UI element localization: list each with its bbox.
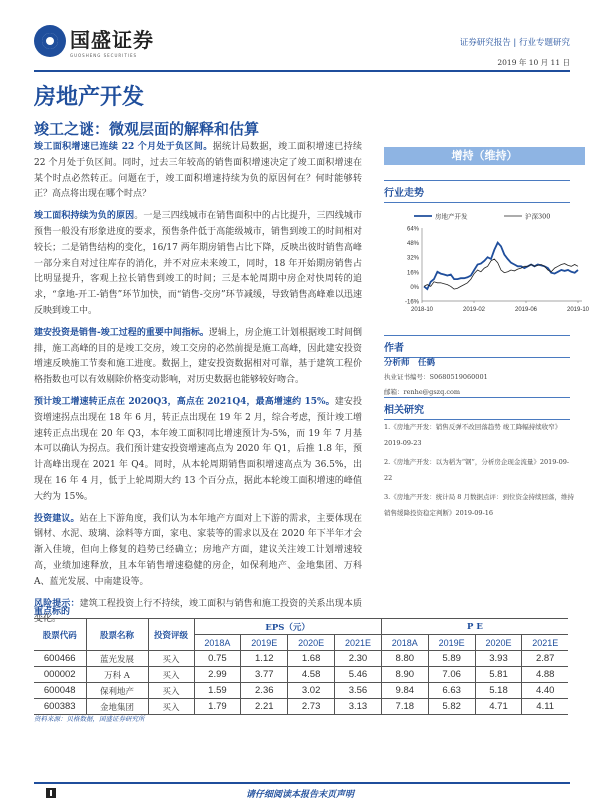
table-cell: 3.13 (335, 699, 382, 715)
table-cell: 7.18 (381, 699, 428, 715)
x-tick-label: 2018-10 (410, 307, 434, 313)
table-cell: 买入 (148, 699, 194, 715)
table-cell: 2.99 (194, 667, 241, 683)
y-tick-label: 32% (406, 255, 419, 262)
table-cell: 5.46 (335, 667, 382, 683)
table-cell: 2.30 (335, 651, 382, 667)
paragraph-lead: 竣工面积增速已连续 22 个月处于负区间。 (34, 142, 213, 152)
table-cell: 3.56 (335, 683, 382, 699)
paragraph-text: 站在上下游角度，我们认为本年地产方面对上下游的需求，主要体现在钢材、水泥、玻璃、涂料等方面，家电、家装等的需求以及在 2020 年下半年才会渐入佳境，但向上修复的趋势已经确立；房地产方面，建议关注竣工计划增速较高，业绩加速释放，且本年销售增速稳健的房企，如保利地产、金地集团、万科 A、蓝光发展、中南建设等。 (34, 513, 362, 587)
paragraph-text: 逻辑上，房企施工计划根据竣工时间倒排，施工高峰的目的是竣工交房，竣工交房的必然前提是施工高峰，因此建安投资增速反映施工节奏和施工进度。数据上，建安投资数据相对可靠，基于建筑工程价格指数也可以有效剔除价格变动影响，对历史数据也能够较好吻合。 (34, 327, 362, 386)
paragraph (34, 326, 362, 389)
header-code: 股票代码 (34, 619, 86, 651)
header-year: 2021E (522, 635, 568, 651)
table-cell: 买入 (148, 683, 194, 699)
report-type: 证券研究报告 | 行业专题研究 (459, 38, 570, 48)
company-logo (34, 24, 154, 58)
related-report-link[interactable]: 3.《房地产开发：统计局 8 月数据点评：到位资金持续回落，维持销售缓降投资稳定判断》2019-09-16 (384, 493, 574, 517)
table-title: 重点标的 (34, 607, 71, 617)
table-cell: 5.89 (428, 651, 475, 667)
related-list (384, 420, 574, 525)
paragraph-text: 建安投资增速拐点出现在 18 年 6 月，转正点出现在 19 年 2 月，综合考虑，预计竣工增速转正点出现在 20 年 Q3，本年竣工面积同比增速预计为-5%，而 19 年 7 月基本可以确认为拐点。我们预计建安投资增速高点为 2020 年 Q1，后推 1.8 年，预计高峰出现在 2021 年 Q4。同时，从本轮周期销售面积增速高点为 36.5%，出现在 16 年 4 月，低于上轮周期大约 13 个百分点，据此本轮竣工面积增速的峰值大约为 15%。 (34, 396, 362, 502)
related-report-link[interactable]: 1.《房地产开发：销售反弹不改回落趋势 竣工降幅持续收窄》2019-09-23 (384, 423, 562, 447)
author-heading: 作者 (384, 335, 570, 358)
table-source: 资料来源：贝格数据，国盛证券研究所 (34, 715, 145, 723)
table-cell: 1.12 (241, 651, 288, 667)
paragraph-lead: 投资建议。 (34, 513, 80, 524)
table-cell: 4.11 (522, 699, 568, 715)
header-year: 2018A (381, 635, 428, 651)
table-cell: 4.88 (522, 667, 568, 683)
paragraph (34, 512, 362, 591)
table-cell: 保利地产 (86, 683, 148, 699)
table-cell: 4.58 (288, 667, 335, 683)
logo-subtext: GUOSHENG SECURITIES (70, 53, 138, 58)
table-row (34, 667, 568, 683)
legend-label: 沪深300 (525, 212, 551, 221)
paragraph (34, 140, 362, 203)
table-cell: 5.81 (475, 667, 522, 683)
paragraph-lead: 建安投资是销售-竣工过程的重要中间指标。 (34, 327, 209, 338)
table-cell: 2.36 (241, 683, 288, 699)
table-cell: 1.68 (288, 651, 335, 667)
header-eps: EPS（元） (194, 619, 381, 635)
y-tick-label: 64% (406, 226, 419, 233)
table-cell: 3.02 (288, 683, 335, 699)
table-row (34, 699, 568, 715)
table-cell: 0.75 (194, 651, 241, 667)
header-year: 2019E (241, 635, 288, 651)
table-cell: 5.82 (428, 699, 475, 715)
table-cell: 2.73 (288, 699, 335, 715)
table-cell: 1.59 (194, 683, 241, 699)
y-tick-label: 48% (406, 241, 419, 248)
x-tick-label: 2019-02 (462, 307, 486, 313)
license-number: 执业证书编号：S0680519060001 (384, 373, 488, 381)
logo-text: 国盛证券 (70, 28, 154, 52)
x-tick-label: 2019-10 (566, 307, 590, 313)
table-cell: 4.40 (522, 683, 568, 699)
table-cell: 2.21 (241, 699, 288, 715)
table-cell: 3.93 (475, 651, 522, 667)
table-cell: 9.84 (381, 683, 428, 699)
table-cell: 蓝光发展 (86, 651, 148, 667)
paragraph-lead: 竣工面积持续为负的原因 (34, 211, 135, 222)
table-cell: 2.87 (522, 651, 568, 667)
header-divider (34, 70, 570, 72)
table-cell: 1.79 (194, 699, 241, 715)
header-year: 2018A (194, 635, 241, 651)
industry-trend-chart (384, 208, 590, 318)
table-cell: 6.63 (428, 683, 475, 699)
trend-heading: 行业走势 (384, 180, 570, 203)
paragraph (34, 209, 362, 320)
related-heading: 相关研究 (384, 397, 570, 420)
table-cell: 600466 (34, 651, 86, 667)
table-row (34, 651, 568, 667)
table-cell: 4.71 (475, 699, 522, 715)
analyst-name: 分析师 任鹤 (384, 358, 436, 368)
header-name: 股票名称 (86, 619, 148, 651)
table-cell: 买入 (148, 667, 194, 683)
paragraph (34, 395, 362, 506)
paragraph-text: 据统计局数据，竣工面积增速已持续 22 个月处于负区间。同时，过去三年较高的销售面积增速决定了竣工面积增速在某个时点必然转正。问题在于，竣工面积增速持续为负的原因何在？何时能够转正？高点将出现在哪个时点？ (34, 142, 362, 200)
paragraph-text: 建筑工程投资上行不持续，竣工面积与销售和施工投资的关系出现本质变化。 (34, 598, 362, 625)
legend-label: 房地产开发 (435, 212, 468, 221)
header-pe: P E (381, 619, 568, 635)
table-cell: 000002 (34, 667, 86, 683)
header-rating: 投资评级 (148, 619, 194, 651)
page-subtitle: 竣工之谜：微观层面的解释和估算 (34, 120, 260, 138)
y-tick-label: -16% (404, 299, 419, 306)
table-cell: 600048 (34, 683, 86, 699)
series-line-0 (424, 243, 578, 290)
header-year: 2019E (428, 635, 475, 651)
header-year: 2020E (475, 635, 522, 651)
y-tick-label: 0% (410, 284, 419, 291)
table-cell: 万科 A (86, 667, 148, 683)
table-cell: 7.06 (428, 667, 475, 683)
summary-body (34, 140, 362, 634)
header-year: 2021E (335, 635, 382, 651)
key-stocks-table (34, 618, 568, 715)
table-cell: 600383 (34, 699, 86, 715)
paragraph-lead: 风险提示： (34, 598, 80, 609)
table-cell: 8.90 (381, 667, 428, 683)
table-row (34, 683, 568, 699)
y-tick-label: 16% (406, 270, 419, 277)
table-cell: 买入 (148, 651, 194, 667)
table-cell: 5.18 (475, 683, 522, 699)
paragraph-lead: 预计竣工增速转正点在 2020Q3，高点在 2021Q4，最高增速约 15%。 (34, 396, 335, 407)
table-cell: 3.77 (241, 667, 288, 683)
table-cell: 金地集团 (86, 699, 148, 715)
report-date: 2019 年 10 月 11 日 (497, 58, 570, 67)
logo-icon (34, 25, 66, 57)
rating-badge: 增持（维持） (384, 147, 585, 165)
paragraph-text: 。一是三四线城市在销售面积中的占比提升，三四线城市预售一般没有形象进度的要求，预售条件低于高能级城市，销售到竣工的时间相对较长；二是销售结构的变化，16/17 两年期房销售占比下降，反映出彼时销售高峰一部分来自对过往库存的消化，并不对应未来竣工，同时，18 年开始期房销售占比明显提升，客观上拉长销售到竣工的时间；三是本轮周期中房企对快周转的追求，“拿地-开工-销售”环节加快，而“销售-交房”环节减缓，导致销售高峰难以迅速反映到竣工中。 (34, 211, 362, 316)
related-report-link[interactable]: 2.《房地产开发：以为稻为“钢”，分析房企现金流量》2019-09-22 (384, 458, 570, 482)
footer-divider (34, 782, 570, 784)
x-tick-label: 2019-06 (514, 307, 538, 313)
page-title: 房地产开发 (34, 84, 145, 110)
email[interactable]: 邮箱：renhe@gszq.com (384, 388, 461, 396)
footer-disclaimer: 请仔细阅读本报告末页声明 (245, 790, 354, 800)
header-year: 2020E (288, 635, 335, 651)
table-cell: 8.80 (381, 651, 428, 667)
